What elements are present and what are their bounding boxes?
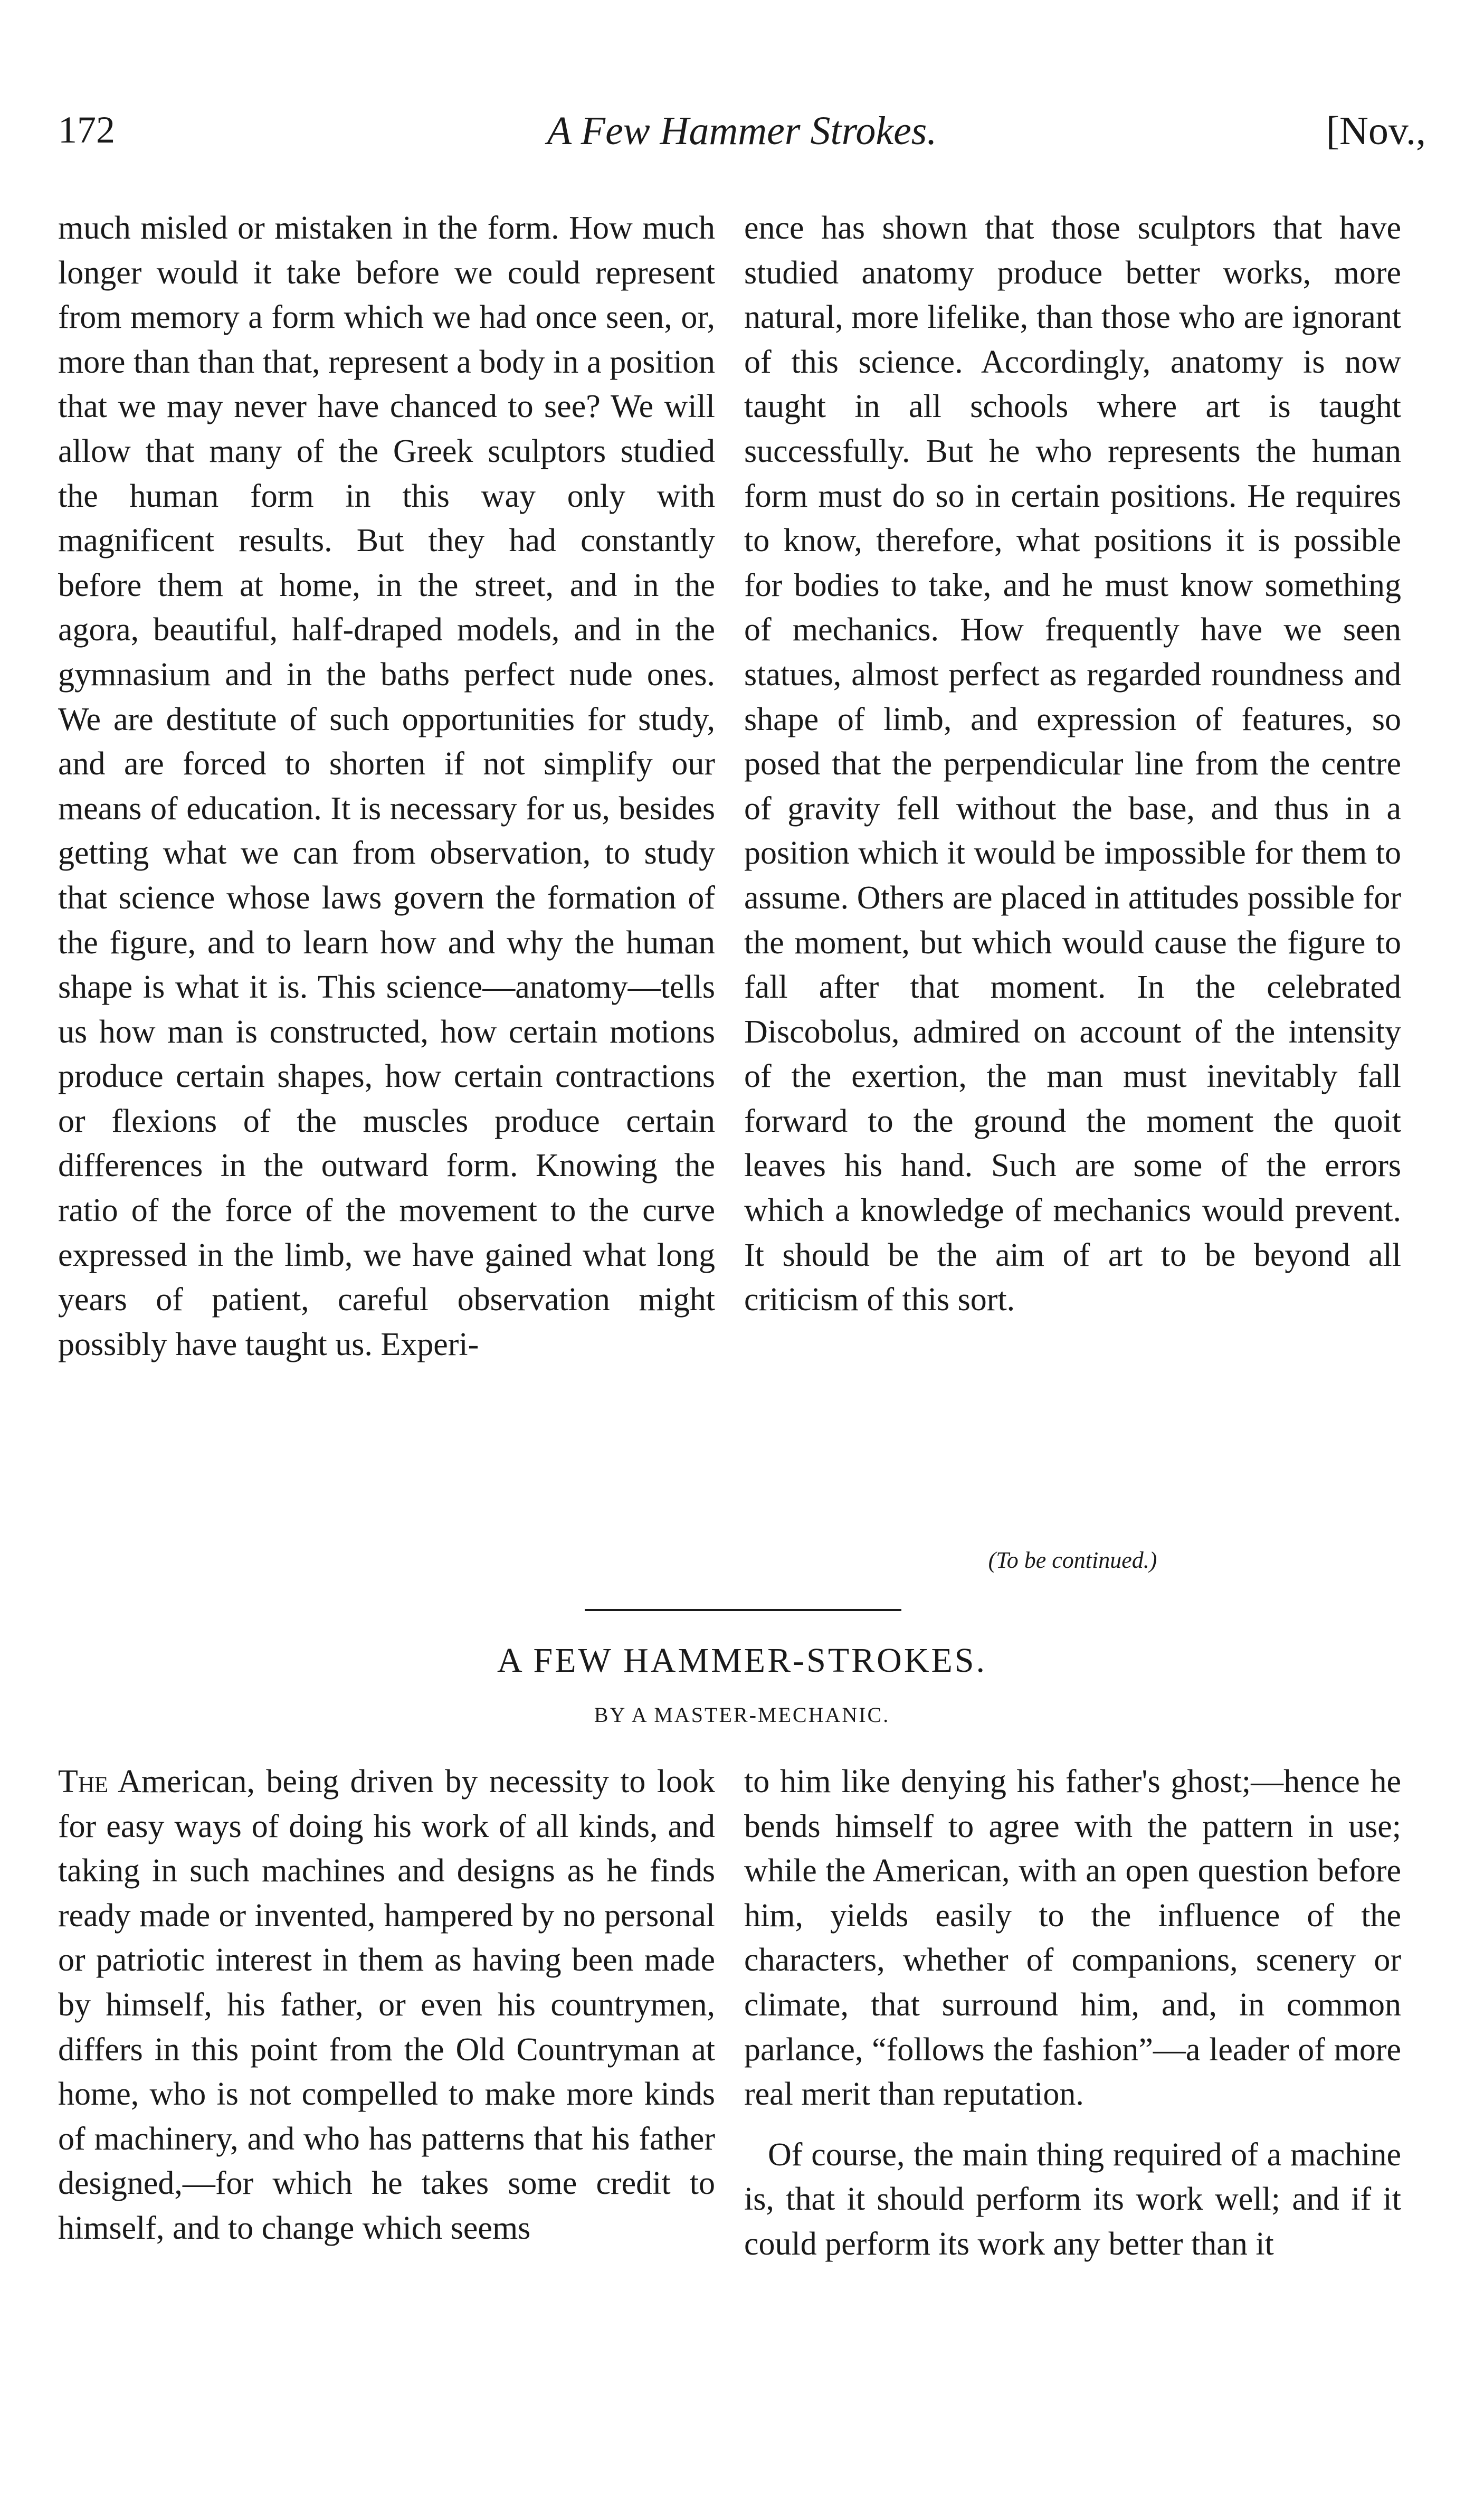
new-article-right-paragraph-2: Of course, the main thing required of a machine is, that it should perform its work well; and if it could perform its work any better than it (744, 2136, 1401, 2262)
section-divider (585, 1609, 901, 1611)
page-number: 172 (58, 109, 115, 151)
running-title: A Few Hammer Strokes. (547, 109, 937, 153)
continued-article-left-column (58, 206, 715, 1367)
opening-word: The (58, 1764, 109, 1800)
new-article-right-column (744, 1759, 1401, 2267)
new-article-left-paragraph (58, 1759, 715, 2251)
new-article-left-text: American, being driven by necessity to look for easy ways of doing his work of all kinds, and taking in such machines and designs as he finds ready made or invented, hampered by no personal or patriotic interest in them as having been made by himself, his father, or even his countrymen, differs in this point from the Old Countryman at home, who is not compelled to make more kinds of machinery, and who has patterns that his father designed,—for which he takes some credit to himself, and to change which seems (58, 1764, 715, 2246)
to-be-continued-note: (To be continued.) (988, 1547, 1157, 1573)
continued-article-left-paragraph: much misled or mistaken in the form. How much longer would it take before we could represent from memory a form which we had once seen, or, more than than that, represent a body in a position that we may never have chanced to see? We will allow that many of the Greek sculptors studied the human form in this way only with magnificent results. But they had constantly before them at home, in the street, and in the agora, beautiful, half-draped models, and in the gymnasium and in the baths perfect nude ones. We are destitute of such opportunities for study, and are forced to shorten if not simplify our means of education. It is necessary for us, besides getting what we can from observation, to study that science whose laws govern the formation of the figure, and to learn how and why the human shape is what it is. This science—anatomy—tells us how man is constructed, how certain motions produce certain shapes, how certain contractions or flexions of the muscles produce certain differences in the outward form. Knowing the ratio of the force of the movement to the curve expressed in the limb, we have gained what long years of patient, careful observation might possibly have taught us. Experi- (58, 210, 715, 1362)
article-title: A FEW HAMMER-STROKES. (497, 1641, 987, 1680)
new-article-left-column (58, 1759, 715, 2251)
article-byline: BY A MASTER-MECHANIC. (594, 1703, 890, 1727)
continued-article-right-column (744, 206, 1401, 1322)
running-date: [Nov., (1326, 109, 1426, 153)
continued-article-right-paragraph: ence has shown that those sculptors that have studied anatomy produce better works, more natural, more lifelike, than those who are ignorant of this science. Accordingly, anatomy is now taught in all schools where art is taught successfully. But he who represents the human form must do so in certain positions. He requires to know, therefore, what positions it is possible for bodies to take, and he must know something of mechanics. How frequently have we seen statues, almost perfect as regarded roundness and shape of limb, and expression of features, so posed that the perpendicular line from the centre of gravity fell without the base, and thus in a position which it would be impossible for them to assume. Others are placed in attitudes possible for the moment, but which would cause the figure to fall after that moment. In the celebrated Discobolus, admired on account of the intensity of the exertion, the man must inevitably fall forward to the ground the moment the quoit leaves his hand. Such are some of the errors which a knowledge of mechanics would prevent. It should be the aim of art to be beyond all criticism of this sort. (744, 210, 1401, 1318)
new-article-right-paragraph-1: to him like denying his father's ghost;—hence he bends himself to agree with the pattern in use; while the American, with an open question before him, yields easily to the influence of the characters, whether of companions, scenery or climate, that surround him, and, in common parlance, “follows the fashion”—a leader of more real merit than reputation. (744, 1764, 1401, 2113)
running-head (58, 108, 1426, 166)
